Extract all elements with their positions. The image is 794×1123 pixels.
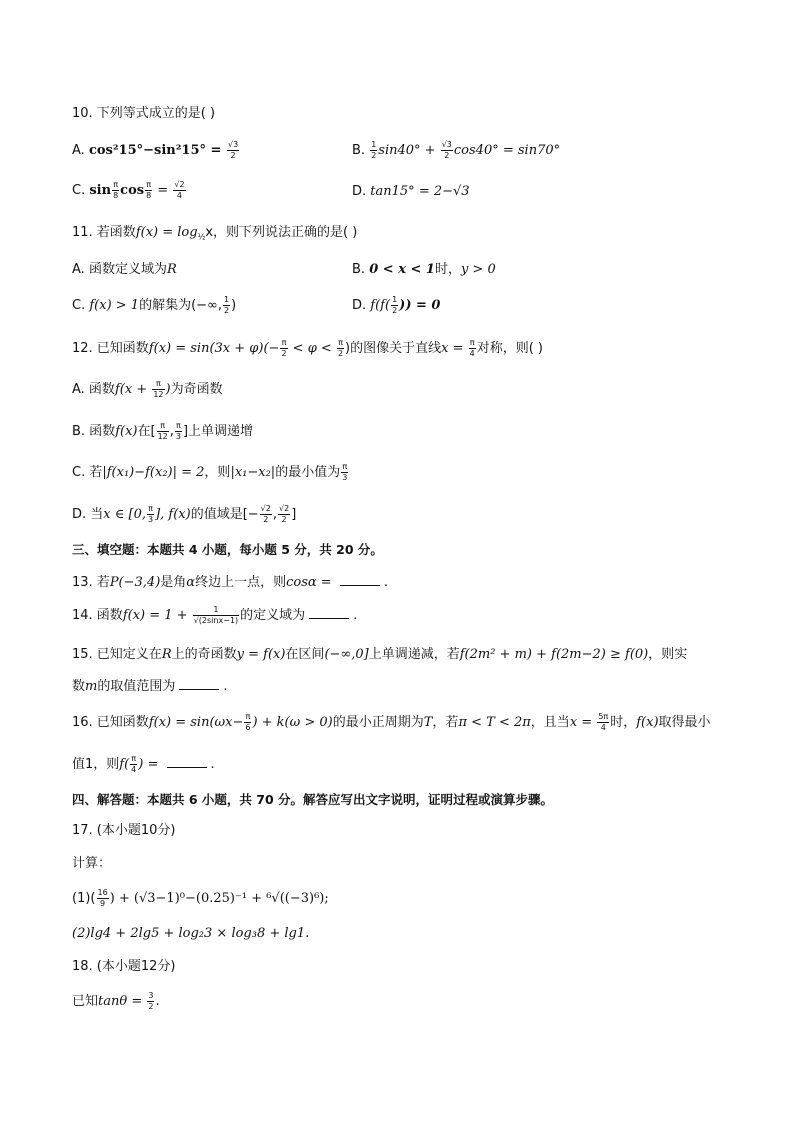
q12-stem: 12. 已知函数f(x) = sin(3x + φ)(− $\frac{\pi}{2}$ < φ < $\frac{\pi}{2}$ )的图像关于直线x = $\frac{\pi}{4}$ 对称，则( ) xyxy=(72,338,543,358)
section-answer-heading: 四、解答题：本题共 6 小题，共 70 分。解答应写出文字说明，证明过程或演算步骤。 xyxy=(72,792,554,807)
q10-option-b: B. $\frac{1}{2}$ sin40° + $\frac{√3}{2}$ cos40° = sin70° xyxy=(352,140,561,160)
q15-line1: 15. 已知定义在R上的奇函数y = f(x)在区间(−∞,0]上单调递减，若f(2m² + m) + f(2m−2) ≥ f(0)，则实 xyxy=(72,647,688,662)
q11-option-c: C. f(x) > 1的解集为(−∞, $\frac{1}{2}$ ) xyxy=(72,295,237,315)
q18-heading: 18. (本小题12分) xyxy=(72,959,176,974)
q13: 13. 若P(−3,4)是角α终边上一点，则cosα = . xyxy=(72,575,388,590)
answer-blank xyxy=(309,608,349,619)
q15-line2: 数m的取值范围为 . xyxy=(72,679,228,694)
answer-blank xyxy=(167,757,207,768)
answer-blank xyxy=(179,679,219,690)
q11-option-d: D. f(f( $\frac{1}{2}$ )) = 0 xyxy=(352,295,441,315)
q11-stem: 11. 若函数$f(x) = \log_{\frac{1}{2}}x$，则下列说法正确的是( ) xyxy=(72,225,358,242)
q10-option-a: A. cos²15°−sin²15° = $\frac{√3}{2}$ xyxy=(72,140,239,160)
q10-stem: 10. 下列等式成立的是( ) xyxy=(72,106,216,121)
q17-part1: (1)( $\frac{16}{9}$ ) + (√3−1)⁰−(0.25)⁻¹ + ⁶√((−3)⁶); xyxy=(72,888,329,908)
q17-instruction: 计算： xyxy=(72,856,112,871)
q16-line1: 16. 已知函数f(x) = sin(ωx− $\frac{\pi}{6}$ ) + k(ω > 0)的最小正周期为T，若π < T < 2π，且当x = $\frac{5\pi}{4}$ 时，f(x)取得最小 xyxy=(72,712,711,732)
q12-option-d: D. 当x ∈ [0, $\frac{\pi}{3}$ ], f(x)的值域是[− $\frac{√2}{2}$ , $\frac{√2}{2}$ ] xyxy=(72,504,297,524)
q11-option-b: B. 0 < x < 1时，y > 0 xyxy=(352,262,496,277)
q10-option-d: D. tan15° = 2−√3 xyxy=(352,184,470,199)
q12-option-a: A. 函数f(x + $\frac{\pi}{12}$ )为奇函数 xyxy=(72,379,223,399)
q11-option-a: A. 函数定义域为R xyxy=(72,262,177,277)
section-fill-in-heading: 三、填空题：本题共 4 小题，每小题 5 分，共 20 分。 xyxy=(72,542,383,557)
q12-option-b: B. 函数f(x)在[ $\frac{\pi}{12}$ , $\frac{\pi}{3}$ ]上单调递增 xyxy=(72,421,254,441)
q16-line2: 值1，则f( $\frac{\pi}{4}$ ) = . xyxy=(72,754,215,774)
q12-option-c: C. 若|f(x₁)−f(x₂)| = 2，则|x₁−x₂|的最小值为 $\frac{\pi}{3}$ xyxy=(72,462,348,482)
answer-blank xyxy=(340,575,380,586)
q10-option-c: C. sin $\frac{\pi}{8}$ cos $\frac{\pi}{8}$ = $\frac{√2}{4}$ xyxy=(72,180,185,200)
q17-part2: (2)lg4 + 2lg5 + log₂3 × log₃8 + lg1. xyxy=(72,926,310,941)
q17-heading: 17. (本小题10分) xyxy=(72,823,176,838)
q14: 14. 函数f(x) = 1 + $\frac{1}{√(2\sin x-1)}$ 的定义域为 . xyxy=(72,605,358,625)
q18-stem: 已知tanθ = $\frac{3}{2}$ . xyxy=(72,991,160,1011)
